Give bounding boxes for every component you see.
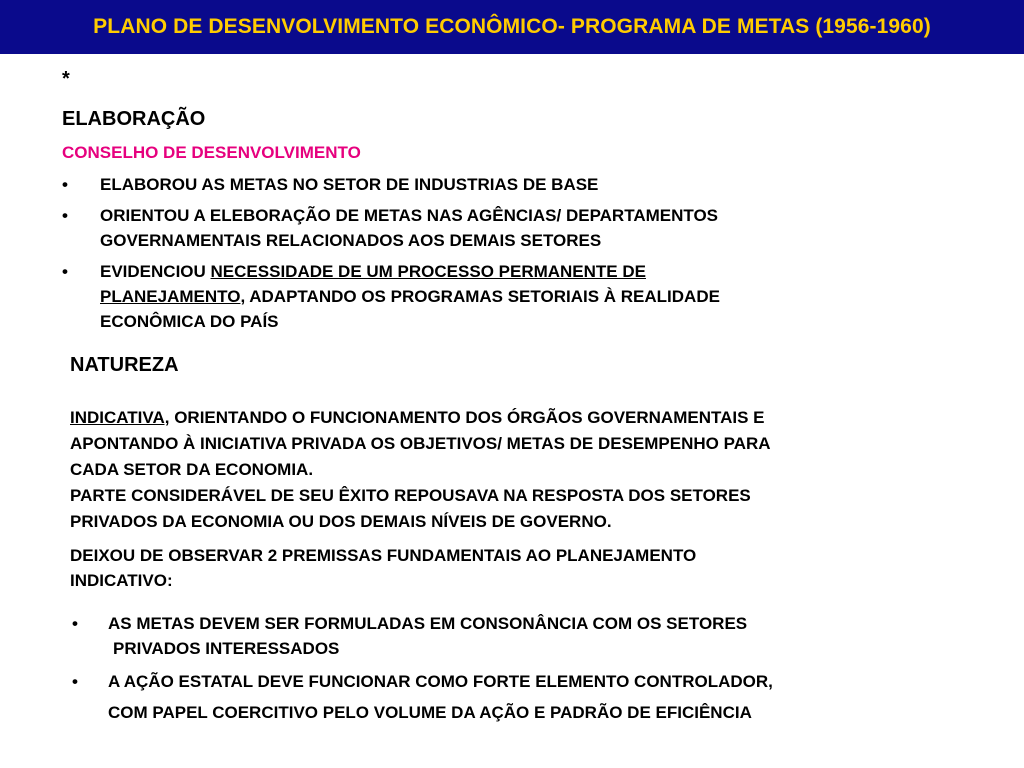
premissa-2-line-2: COM PAPEL COERCITIVO PELO VOLUME DA AÇÃO E PADRÃO DE EFICIÊNCIA: [108, 703, 752, 722]
bullet-marker: •: [72, 614, 78, 633]
p1-line-1-rest: ORIENTANDO O FUNCIONAMENTO DOS ÓRGÃOS GOVERNAMENTAIS E: [169, 408, 765, 427]
slide-title: PLANO DE DESENVOLVIMENTO ECONÔMICO- PROGRAMA DE METAS (1956-1960): [93, 15, 931, 38]
star-marker: *: [62, 68, 70, 90]
bullet-marker: •: [62, 206, 68, 225]
natureza-p2-line-2: PRIVADOS DA ECONOMIA OU DOS DEMAIS NÍVEIS DE GOVERNO.: [70, 512, 612, 531]
elaboracao-item-1: ELABOROU AS METAS NO SETOR DE INDUSTRIAS DE BASE: [100, 175, 599, 194]
bullet-marker: •: [72, 672, 78, 691]
natureza-heading: NATUREZA: [70, 354, 179, 376]
bullet-marker: •: [62, 262, 68, 281]
premissa-1-line-2: PRIVADOS INTERESSADOS: [113, 639, 340, 658]
item-3-underlined-2: PLANEJAMENTO: [100, 287, 241, 306]
item-3-rest: , ADAPTANDO OS PROGRAMAS SETORIAIS À REALIDADE: [240, 287, 720, 306]
natureza-p1-line-2: APONTANDO À INICIATIVA PRIVADA OS OBJETIVOS/ METAS DE DESEMPENHO PARA: [70, 434, 771, 453]
premissa-2-line-1: A AÇÃO ESTATAL DEVE FUNCIONAR COMO FORTE ELEMENTO CONTROLADOR,: [108, 672, 773, 691]
title-bar: [0, 0, 1024, 54]
natureza-p3-line-1: DEIXOU DE OBSERVAR 2 PREMISSAS FUNDAMENTAIS AO PLANEJAMENTO: [70, 546, 697, 565]
indicativa-underlined: INDICATIVA,: [70, 408, 170, 427]
elaboracao-item-2-line-1: ORIENTOU A ELEBORAÇÃO DE METAS NAS AGÊNCIAS/ DEPARTAMENTOS: [100, 206, 719, 225]
elaboracao-heading: ELABORAÇÃO: [62, 108, 206, 130]
natureza-p2-line-1: PARTE CONSIDERÁVEL DE SEU ÊXITO REPOUSAVA NA RESPOSTA DOS SETORES: [70, 486, 751, 505]
item-3-underlined-1: NECESSIDADE DE UM PROCESSO PERMANENTE DE: [210, 262, 646, 281]
elaboracao-item-3-line-1: [100, 259, 646, 285]
item-3-prefix: EVIDENCIOU: [100, 262, 211, 281]
natureza-p3-line-2: INDICATIVO:: [70, 571, 173, 590]
elaboracao-item-3-line-2: [100, 284, 720, 310]
bullet-marker: •: [62, 175, 68, 194]
natureza-p1-line-3: CADA SETOR DA ECONOMIA.: [70, 460, 314, 479]
elaboracao-item-3-line-3: ECONÔMICA DO PAÍS: [100, 312, 279, 331]
natureza-p1-line-1: [70, 405, 765, 431]
elaboracao-item-2-line-2: GOVERNAMENTAIS RELACIONADOS AOS DEMAIS SETORES: [100, 231, 602, 250]
premissa-1-line-1: AS METAS DEVEM SER FORMULADAS EM CONSONÂNCIA COM OS SETORES: [108, 614, 748, 633]
conselho-subheading: CONSELHO DE DESENVOLVIMENTO: [62, 143, 361, 162]
